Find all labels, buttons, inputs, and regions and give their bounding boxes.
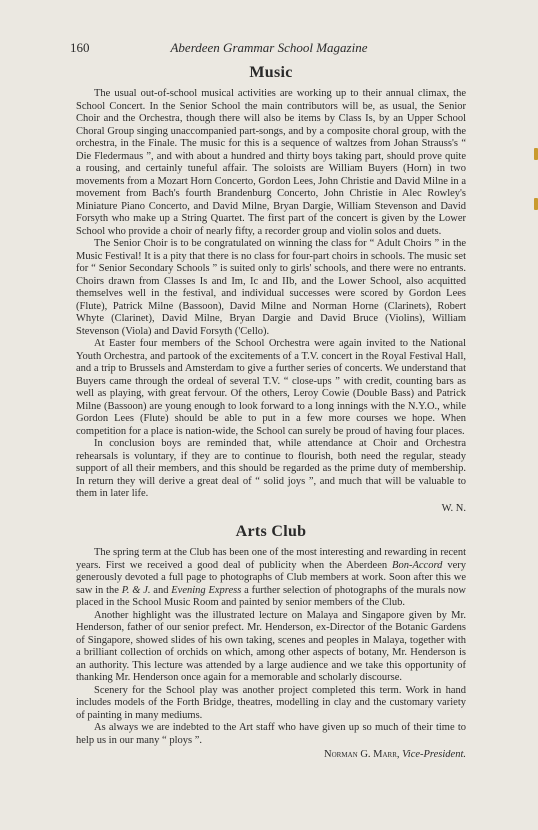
newspaper-title: Evening Express (171, 584, 242, 596)
arts-text: The spring term at the Club has been one of the most interesting and rewarding in recent years. First we received a good deal of publicity when the Aberdeen (76, 547, 466, 571)
music-heading: Music (249, 64, 293, 81)
music-signoff: W. N. (441, 502, 466, 514)
signature-name: Norman G. Marr, (324, 749, 400, 760)
arts-paragraph (76, 547, 466, 610)
arts-text: very generously devoted a full page to photographs of Club members at work. Soon after this we saw in the (76, 559, 466, 596)
running-title: Aberdeen Grammar School Magazine (170, 40, 368, 55)
arts-paragraph: Scenery for the School play was another project completed this term. Work in hand includes models of the Forth Bridge, theatres, modelling in clay and the customary variety of painting in many mediums. (76, 684, 466, 721)
arts-club-heading: Arts Club (235, 523, 307, 540)
arts-paragraph: As always we are indebted to the Art staff who have given up so much of their time to help us in our many “ ploys ”. (76, 722, 466, 746)
arts-club-section (76, 523, 466, 762)
music-paragraph: The Senior Choir is to be congratulated on winning the class for “ Adult Choirs ” in the Music Festival! It is a pity that there is no class for four-part choirs in schools. The music set for “ Senior Secondary Schools ” is suited only to girls' schools, and there were no entrants. Choirs drawn from Classes Is and Im, Ic and IIb, and the Lower School, also acquitted themselves well in the festival, and individual successes were scored by Gordon Lees (Flute), Patrick Milne (Bassoon), David Milne and Norman Horne (Clarinets), Robert Whyte (Clarinet), David Milne, Bryan Dargie and David Bruce (Violins), William Stevenson (Viola) and David Forsyth ('Cello). (76, 238, 466, 337)
music-paragraph: In conclusion boys are reminded that, while attendance at Choir and Orchestra rehearsals is voluntary, if they are to continue to flourish, both need the regular, steady support of all their members, and this should be regarded as the prime duty of membership. In return they will derive a great deal of “ solid joys ”, and much that will be valuable to them in later life. (76, 438, 466, 499)
arts-signature (76, 749, 466, 762)
page-edge-mark (534, 198, 538, 210)
newspaper-title: P. & J. (121, 584, 151, 596)
newspaper-title: Bon-Accord (392, 559, 443, 571)
page-number: 160 (70, 40, 90, 55)
music-paragraph: The usual out-of-school musical activities are working up to their annual climax, the School Concert. In the Senior School the main contributors will be, as usual, the Senior Choir and the Orchestra, though there will also be items by Class Is, by an Upper School Choral Group singing unaccompanied part-songs, and by a composite choral group, with the orchestra, in the Finale. The music for this is a sequence of waltzes from Johan Strauss's “ Die Fledermaus ”, and with about a hundred and thirty boys taking part, should prove quite a rousing, and certainly tuneful affair. The soloists are William Buyers (Horn) in two movements from a Mozart Horn Concerto, Gordon Lees, John Christie and David Milne in a movement from Bach's fourth Brandenburg Concerto, John Christie in Alec Rowley's Miniature Piano Concerto, and David Milne, Bryan Dargie, William Stevenson and David Forsyth who make up a String Quartet. The first part of the concert is given by the Lower School who provide a choir of nearly fifty, a recorder group and violin solos and duets. (76, 88, 466, 237)
arts-text: and (150, 584, 172, 596)
page-header (70, 40, 468, 58)
arts-text: a further selection of photographs of the murals now placed in the School Music Room and painted by senior members of the Club. (76, 584, 466, 608)
article-body (76, 64, 466, 762)
music-paragraph: At Easter four members of the School Orchestra were again invited to the National Youth Orchestra, and partook of the excitements of a T.V. concert in the Royal Festival Hall, and a trip to Brussels and Amsterdam to give a further series of concerts. We understand that Buyers came through the ordeal of several T.V. “ close-ups ” with credit, counting bars as well as playing, with great fervour. Of the others, Leroy Cowie (Double Bass) and Patrick Milne (Bassoon) are young enough to look forward to a long innings with the N.Y.O., while Gordon Lees (Flute) should be able to put in a few more courses we hope. When competition for a place is nation-wide, the School can surely be proud of having four places. (76, 338, 466, 437)
music-section (76, 64, 466, 515)
arts-paragraph: Another highlight was the illustrated lecture on Malaya and Singapore given by Mr. Henderson, father of our senior prefect. Mr. Henderson, ex-Director of the Botanic Gardens of Singapore, showed slides of his own taking, scenes and peoples in Malaya, together with a brilliant collection of orchids on which, among other aspects of botany, Mr. Henderson is an authority. This lecture was attended by a large audience and we take this opportunity of thanking Mr. Henderson once again for a memorable and scholarly discourse. (76, 609, 466, 683)
page-edge-mark (534, 148, 538, 160)
signature-role: Vice-President. (402, 749, 466, 760)
